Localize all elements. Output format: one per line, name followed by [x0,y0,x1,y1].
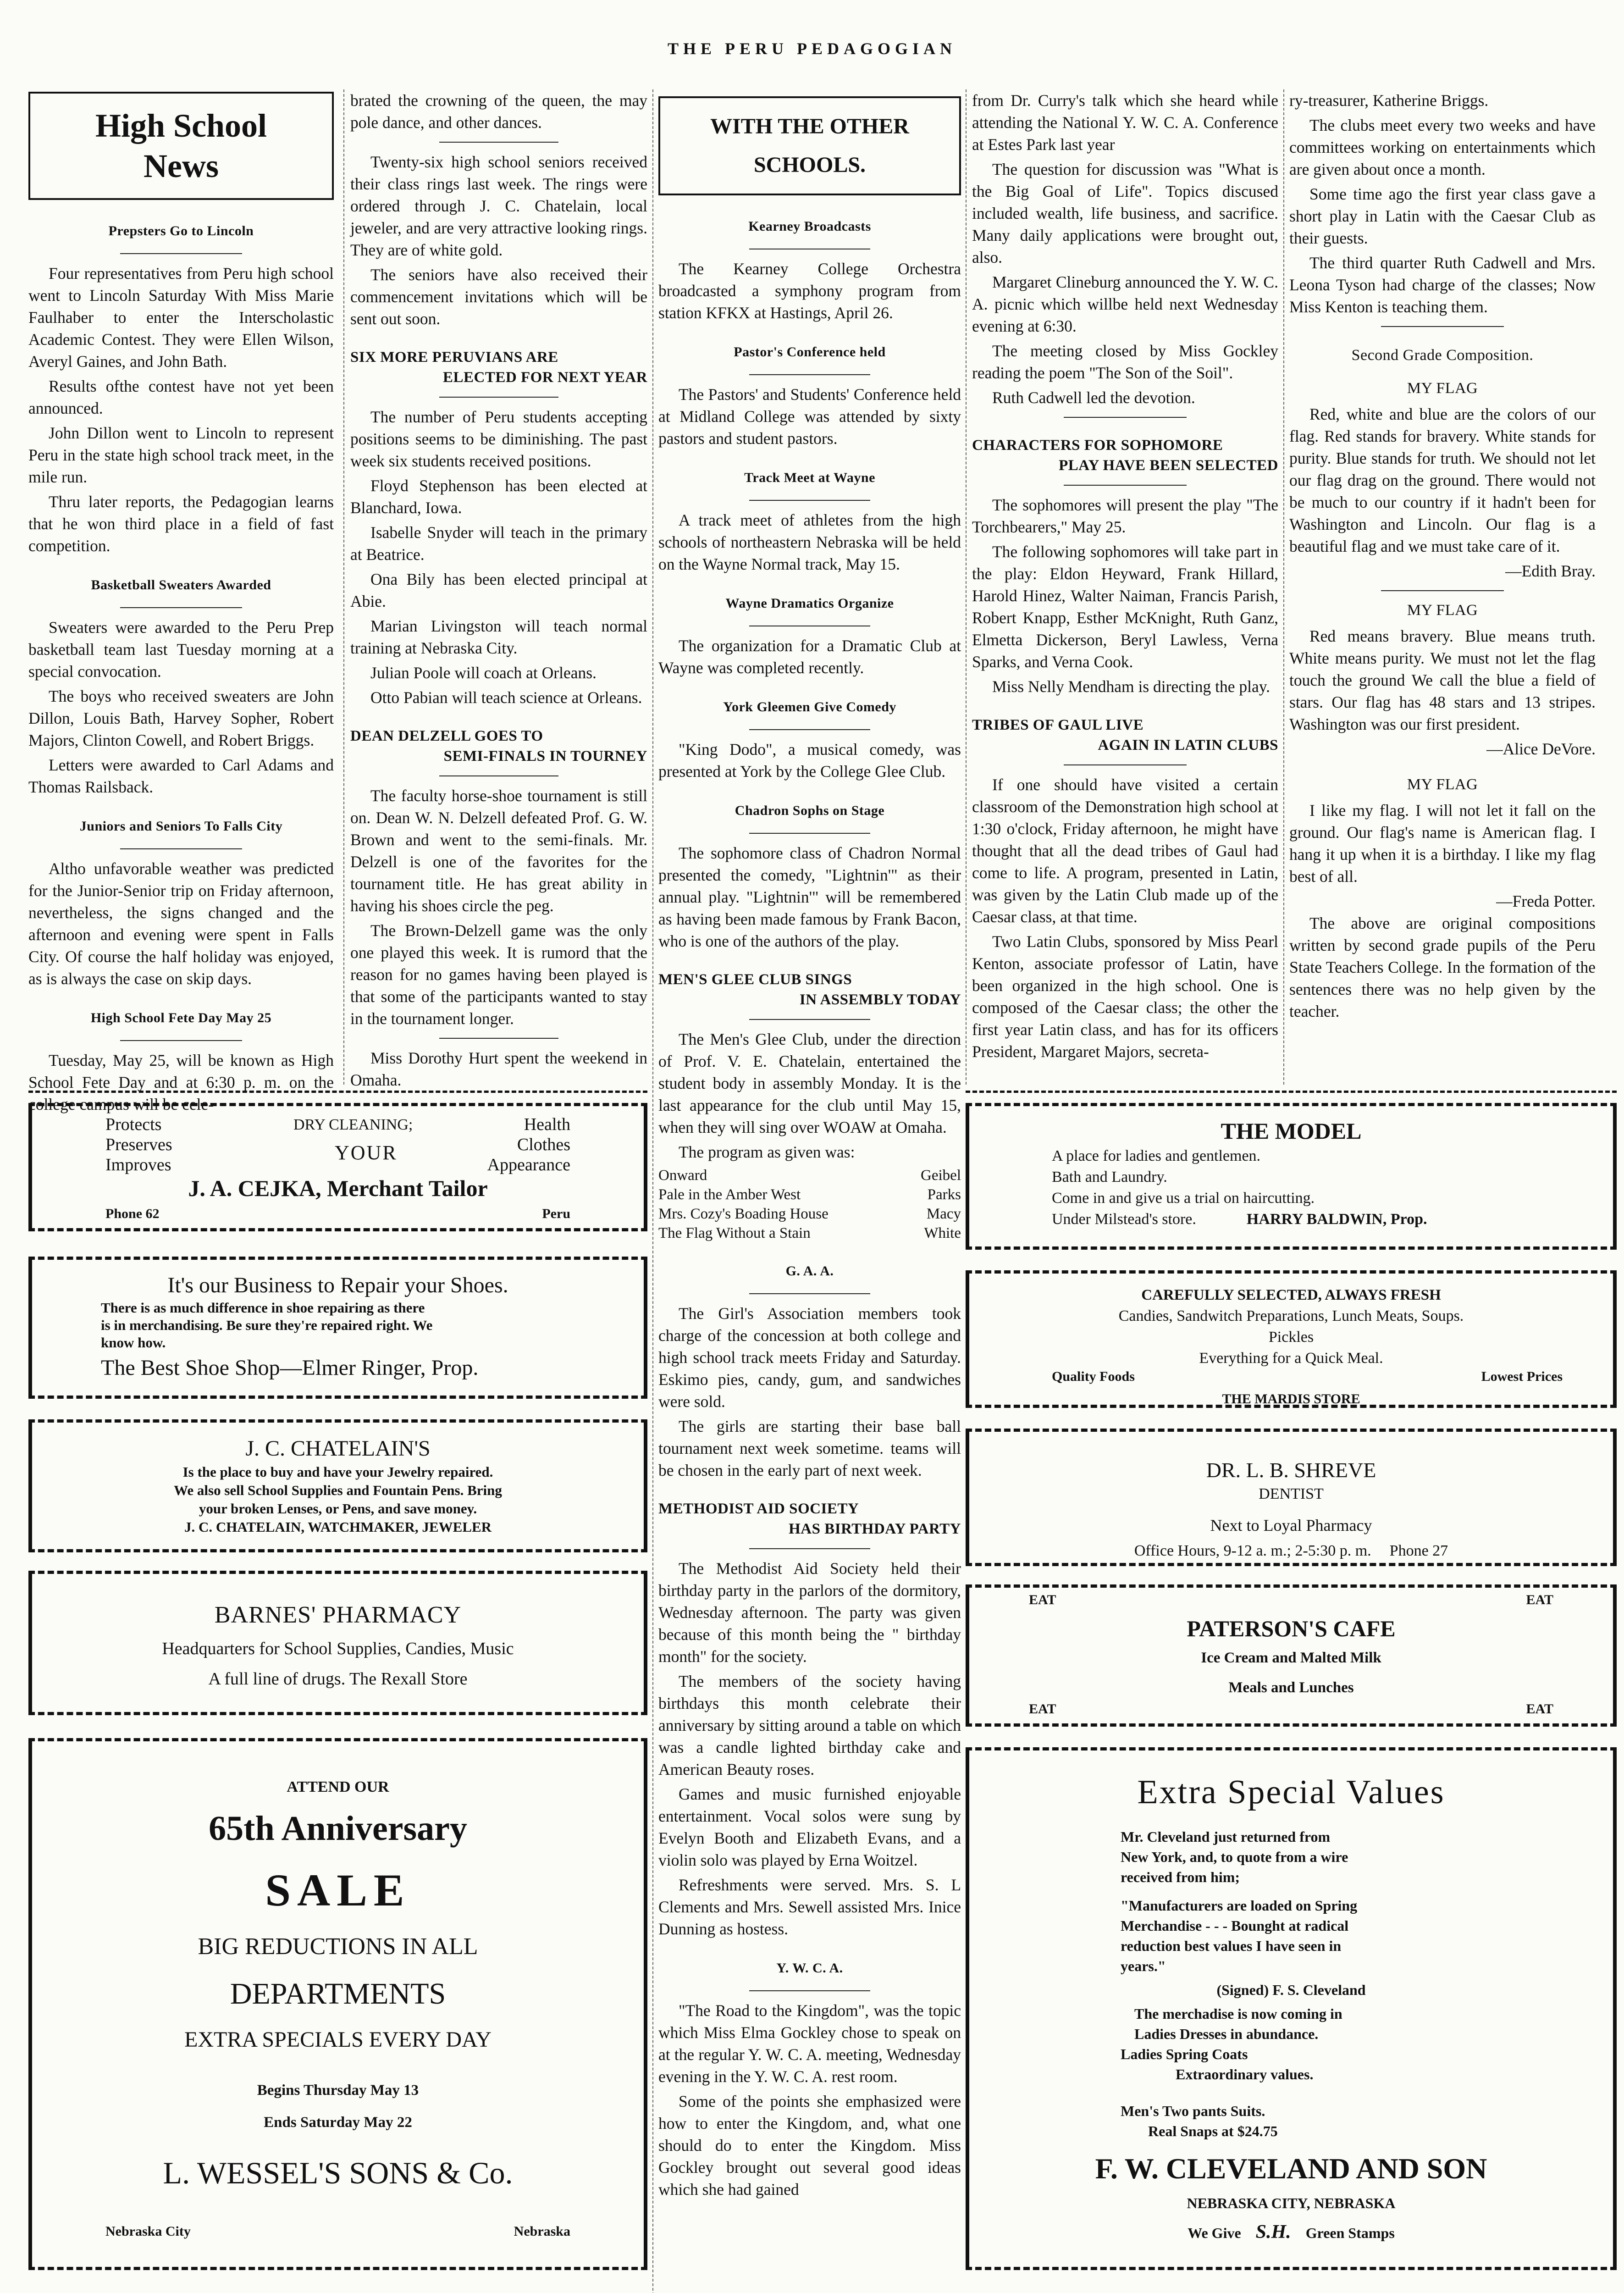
ad-title: THE MARDIS STORE [1222,1391,1360,1407]
ad-text: Extraordinary values. [1176,2066,1314,2083]
program-title: Onward [658,1167,707,1184]
column-4 [972,89,1278,1065]
headline-line: CHARACTERS FOR SOPHOMORE [972,437,1223,454]
divider [439,397,558,398]
ad-text: Green Stamps [1305,2225,1395,2241]
patersons-cafe-ad [966,1584,1617,1727]
program-composer: Parks [927,1186,961,1203]
paragraph: Miss Nelly Mendham is directing the play. [992,677,1270,696]
column-rule [343,89,344,1085]
ad-text: Is the place to buy and have your Jewelry repaired. [182,1464,493,1480]
paragraph: The number of Peru students accepting positions seems to be diminishing. The past week six students received positions. [350,408,647,470]
program-composer: Macy [926,1206,961,1222]
paragraph: Marian Livingston will teach normal training at Nebraska City. [350,617,647,657]
paragraph: The third quarter Ruth Cadwell and Mrs. Leona Tyson had charge of the classes; Now Miss Kenton is teaching them. [1289,254,1596,316]
divider [120,253,242,254]
paragraph: The Kearney College Orchestra broadcasted a symphony program from station KFKX at Hastings, April 26. [658,260,961,322]
divider [120,607,242,608]
ad-text: Mr. Cleveland just returned from [1121,1828,1331,1845]
paragraph: brated the crowning of the queen, the may pole dance, and other dances. [350,91,647,132]
ad-text: (Signed) F. S. Cleveland [1216,1982,1366,1998]
ad-text: know how. [101,1335,166,1351]
ad-text: Everything for a Quick Meal. [1199,1350,1383,1367]
paragraph: Julian Poole will coach at Orleans. [370,664,597,682]
ad-text: Men's Two pants Suits. [1121,2103,1265,2119]
ad-text: Next to Loyal Pharmacy [1210,1516,1372,1534]
ad-text: EAT [1029,1592,1056,1607]
paragraph: John Dillon went to Lincoln to represent Peru in the state high school track meet, in the mile run. [28,424,334,486]
program-row [658,1166,961,1185]
paragraph: Otto Pabian will teach science at Orleans. [370,688,642,707]
paragraph: Thru later reports, the Pedagogian learns that he won third place in a field of fast competition. [28,493,334,555]
ad-text: EAT [1526,1592,1553,1607]
ad-text: New York, and, to quote from a wire [1121,1849,1348,1865]
ad-text: A place for ladies and gentlemen. [1052,1147,1261,1164]
ad-section-rule [966,1091,1617,1093]
headline-line: IN ASSEMBLY TODAY [799,991,961,1008]
ad-title: SALE [265,1865,411,1916]
ad-text: DENTIST [1259,1485,1324,1502]
headline: High School Fete Day May 25 [90,1010,272,1025]
ad-title: The Best Shoe Shop—Elmer Ringer, Prop. [101,1356,479,1380]
headline: Pastor's Conference held [734,344,886,360]
paragraph: Margaret Clineburg announced the Y. W. C. A. picnic which willbe held next Wednesday evening at 6:30. [972,273,1278,335]
the-model-ad [966,1103,1617,1250]
ad-text: There is as much difference in shoe repairing as there [101,1300,425,1316]
paragraph: The organization for a Dramatic Club at Wayne was completed recently. [658,637,961,677]
ad-text: J. C. CHATELAIN, WATCHMAKER, JEWELER [184,1519,492,1535]
signature: —Alice DeVore. [1486,740,1596,758]
paragraph: The faculty horse-shoe tournament is still on. Dean W. N. Delzell defeated Prof. G. W. Brown and went to the semi-finals. Mr. Delzell is one of the favorites for the tournament title. He has great ability in having his shoes circle the peg. [350,786,647,915]
ad-title: Extra Special Values [1137,1773,1445,1811]
program-composer: White [924,1225,961,1241]
headline: G. A. A. [785,1263,834,1279]
divider [1381,590,1503,591]
ad-text: Ladies Dresses in abundance. [1134,2026,1319,2042]
headline-line: DEAN DELZELL GOES TO [350,728,543,744]
paragraph: The following sophomores will take part in the play: Eldon Heyward, Frank Hillard, Harold Hinez, Walter Naiman, Francis Parish, Robert Knapp, Esther McKnight, Ruth Ganz, Elmetta Dickerson, Beryl Lawless, Verna Sparks, and Verna Cook. [972,543,1278,671]
paragraph: If one should have visited a certain classroom of the Demonstration high school at 1:30 o'clock, Friday afternoon, he might have thought that all the dead tribes of Gaul had come to life. A program, presented in Latin, was given by the Latin Club made up of the Caesar class, at that time. [972,775,1278,926]
ad-text: A full line of drugs. The Rexall Store [208,1669,468,1689]
paragraph: Ruth Cadwell led the devotion. [992,388,1195,407]
ad-text: DRY CLEANING; [293,1116,413,1133]
paragraph: ry-treasurer, Katherine Briggs. [1289,91,1489,110]
high-school-news-box [28,92,334,200]
divider [439,142,558,143]
ad-text: reduction best values I have seen in [1121,1938,1342,1954]
wessel-sale-ad [28,1738,647,2270]
ad-text: Improves [105,1155,171,1174]
headline-line: SIX MORE PERUVIANS ARE [350,349,558,366]
program-composer: Geibel [921,1167,961,1184]
dr-shreve-ad [966,1429,1617,1566]
ad-title: DR. L. B. SHREVE [1206,1458,1376,1482]
divider [749,1548,870,1549]
ad-text: Merchandise - - - Bounght at radical [1121,1917,1349,1934]
paragraph: Sweaters were awarded to the Peru Prep basketball team last Tuesday morning at a special convocation. [28,618,334,681]
column-2 [350,89,647,1094]
paragraph: Red, white and blue are the colors of our flag. Red stands for bravery. White stands for purity. Blue stands for truth. We should not let our flag drag on the ground. There would not be much to our country if it hadn't been for Washington and Lincoln. Our flag is a beautiful flag and we must take care of it. [1289,405,1596,555]
ad-text: Come in and give us a trial on haircutting. [1052,1190,1315,1207]
ad-text: We also sell School Supplies and Fountain Pens. Bring [174,1482,502,1498]
divider [749,833,870,834]
cejka-ad [28,1103,647,1231]
paragraph: Floyd Stephenson has been elected at Blanchard, Iowa. [350,476,647,517]
ad-text: Begins Thursday May 13 [257,2082,419,2099]
ad-text: YOUR [335,1141,398,1164]
headline: Y. W. C. A. [776,1961,843,1976]
masthead: THE PERU PEDAGOGIAN [667,39,957,58]
divider [749,1990,870,1991]
program-row [658,1224,961,1243]
ad-text: Ends Saturday May 22 [264,2114,412,2131]
ad-text: Clothes [517,1135,570,1154]
divider [749,1019,870,1020]
ad-text: is in merchandising. Be sure they're repaired right. We [101,1317,433,1333]
headline [350,726,647,766]
ad-text: BIG REDUCTIONS IN ALL [198,1933,478,1960]
headline-line: PLAY HAVE BEEN SELECTED [1059,457,1278,474]
divider [749,500,870,501]
divider [439,775,558,776]
headline: Kearney Broadcasts [748,219,871,234]
column-3 [658,96,961,2203]
headline-line: MEN'S GLEE CLUB SINGS [658,971,852,988]
headline-line: TRIBES OF GAUL LIVE [972,717,1144,733]
ad-text: EXTRA SPECIALS EVERY DAY [184,2027,492,2052]
ad-text: HARRY BALDWIN, Prop. [1246,1211,1427,1228]
paragraph: Red means bravery. Blue means truth. White means purity. We must not let the flag touch the ground We call the blue a field of stars. Our flag has 48 stars and 13 stripes. Washington was our first president. [1289,627,1596,733]
ad-text: Lowest Prices [1481,1369,1563,1384]
paragraph: "The Road to the Kingdom", was the topic which Miss Elma Gockley chose to speak on at the regular Y. W. C. A. meeting, Wednesday evening in the Y. W. C. A. rest room. [658,2001,961,2086]
ad-text: Bath and Laundry. [1052,1169,1167,1185]
cleveland-ad [966,1747,1617,2270]
ad-title: 65th Anniversary [209,1809,467,1848]
divider [1381,326,1503,327]
headline-line: AGAIN IN LATIN CLUBS [1098,737,1278,753]
ad-text: Office Hours, 9-12 a. m.; 2-5:30 p. m. [1134,1542,1371,1559]
divider [1064,417,1186,418]
ad-text: Ice Cream and Malted Milk [1201,1650,1381,1666]
paragraph: Some of the points she emphasized were how to enter the Kingdom, and, what one should do to enter the Kingdom. Miss Gockley brought out several good ideas which she had gained [658,2092,961,2199]
ad-text: Appearance [487,1155,570,1174]
ad-text: Peru [542,1206,570,1221]
headline [658,969,961,1010]
other-schools-box [658,96,961,195]
ad-text: EAT [1526,1701,1553,1717]
ad-text: Headquarters for School Supplies, Candies, Music [162,1639,514,1658]
paragraph: "King Dodo", a musical comedy, was presented at York by the College Glee Club. [658,740,961,781]
ad-text: years." [1121,1958,1166,1974]
ad-text: Candies, Sandwitch Preparations, Lunch Meats, Soups. [1118,1307,1464,1324]
paragraph: Tuesday, May 25, will be known as High School Fete Day and at 6:30 p. m. on the college campus will be cele- [28,1051,334,1113]
paragraph: Letters were awarded to Carl Adams and Thomas Railsback. [28,756,334,796]
paragraph: Altho unfavorable weather was predicted for the Junior-Senior trip on Friday afternoon, nevertheless, the signs changed and the afternoon and evening were spent in Falls City. Of course the half holiday was enjoyed, as is always the case on skip days. [28,859,334,988]
column-1 [28,92,334,1118]
paragraph: The Girl's Association members took charge of the concession at both college and high school track meets Friday and Saturday. Eskimo pies, candy, gum, and sandwiches were sold. [658,1304,961,1411]
headline: York Gleemen Give Comedy [723,699,896,714]
ad-text: The merchadise is now coming in [1134,2005,1342,2022]
chatelain-ad [28,1419,647,1552]
ad-title: THE MODEL [1221,1118,1362,1144]
paragraph: Twenty-six high school seniors received their class rings last week. The rings were ordered through J. C. Chatelain, local jeweler, and are very attractive looking rings. They are of white gold. [350,153,647,259]
divider [439,1038,558,1039]
ad-title: BARNES' PHARMACY [214,1602,462,1628]
headline: Second Grade Composition. [1351,347,1534,364]
paragraph: Isabelle Snyder will teach in the primary at Beatrice. [350,523,647,564]
box-title-line: High School [95,107,267,144]
ad-text: ATTEND OUR [287,1778,389,1795]
headline: Juniors and Seniors To Falls City [79,819,283,834]
ad-text: Quality Foods [1052,1369,1135,1384]
paragraph: The above are original compositions written by second grade pupils of the Peru State Teachers College. In the formation of the sentences there was no help given by the teacher. [1289,914,1596,1020]
headline-line: SEMI-FINALS IN TOURNEY [443,748,647,764]
ad-text: Protects [105,1115,162,1134]
paragraph: The members of the society having birthdays this month celebrate their anniversary by sitting around a table on which was a candle lighted birthday cake and American Beauty roses. [658,1672,961,1778]
ad-text: EAT [1029,1701,1056,1717]
paragraph: Two Latin Clubs, sponsored by Miss Pearl Kenton, associate professor of Latin, have been organized in the high school. One is composed of the Caesar class; the other the first year Latin class, and has for its officers President, Margaret Majors, secreta- [972,932,1278,1061]
paragraph: The question for discussion was "What is the Big Goal of Life". Topics discused included wealth, life business, and sacrifice. Many daily applications were brought out, also. [972,160,1278,266]
program-title: Pale in the Amber West [658,1186,801,1203]
signature: —Edith Bray. [1505,562,1596,580]
divider [749,1293,870,1294]
paragraph: The girls are starting their base ball tournament next week sometime. teams will be chosen in the early part of next week. [658,1417,961,1479]
headline: MY FLAG [1407,776,1478,793]
column-5 [1289,89,1596,1025]
headline: Chadron Sophs on Stage [735,803,885,818]
paragraph: Miss Dorothy Hurt spent the weekend in Omaha. [350,1049,647,1089]
program-title: Mrs. Cozy's Boading House [658,1206,829,1222]
shoe-shop-ad [28,1257,647,1399]
divider [1064,764,1186,765]
headline-line: METHODIST AID SOCIETY [658,1501,859,1517]
ad-title: J. A. CEJKA, Merchant Tailor [188,1175,488,1201]
paragraph: Four representatives from Peru high school went to Lincoln Saturday With Miss Marie Faulhaber to enter the Interscholastic Academic Contest. They were Ellen Wilson, Averyl Gaines, and John Bath. [28,264,334,371]
column-rule [966,89,967,1085]
paragraph: The sophomore class of Chadron Normal presented the comedy, "Lightnin'" as their annual play. "Lightnin'" will be remembered as having been made famous by Frank Bacon, who is one of the authors of the play. [658,844,961,950]
headline: Track Meet at Wayne [744,470,875,485]
ad-text: We Give [1188,2225,1241,2241]
ad-title: PATERSON'S CAFE [1187,1616,1396,1641]
headline [658,1499,961,1539]
divider [749,374,870,375]
headline [972,435,1278,476]
paragraph: The boys who received sweaters are John Dillon, Louis Bath, Harvey Sopher, Robert Majors, Clinton Cowell, and Robert Briggs. [28,687,334,749]
box-title-line: News [144,148,219,184]
ad-text: "Manufacturers are loaded on Spring [1121,1897,1358,1914]
paragraph: Refreshments were served. Mrs. S. L Clements and Mrs. Sewell assisted Mrs. Inice Dunning as hostess. [658,1876,961,1938]
paragraph: Ona Bily has been elected principal at Abie. [350,570,647,610]
ad-text: received from him; [1121,1869,1240,1885]
green-stamps-logo: S.H. [1255,2221,1291,2243]
ad-title: L. WESSEL'S SONS & Co. [163,2155,513,2190]
paragraph: The clubs meet every two weeks and have committees working on entertainments which are given about once a month. [1289,116,1596,178]
ad-text: Nebraska City [105,2224,191,2239]
ad-title: It's our Business to Repair your Shoes. [167,1273,508,1297]
ad-text: Phone 27 [1389,1542,1448,1559]
ad-text: Under Milstead's store. [1052,1211,1196,1228]
ad-text: Preserves [105,1135,172,1154]
column-rule [652,89,653,2293]
headline [972,715,1278,755]
paragraph: The sophomores will present the play "The Torchbearers," May 25. [972,496,1278,536]
ad-text: your broken Lenses, or Pens, and save money. [199,1501,477,1517]
ad-text: Pickles [1268,1329,1314,1346]
ad-text: Meals and Lunches [1228,1679,1354,1696]
ad-title: J. C. CHATELAIN'S [245,1436,431,1461]
divider [749,729,870,730]
program-row [658,1204,961,1224]
ad-title: CAREFULLY SELECTED, ALWAYS FRESH [1141,1287,1441,1303]
paragraph: The Pastors' and Students' Conference held at Midland College was attended by sixty pastors and student pastors. [658,385,961,448]
program-row [658,1185,961,1204]
headline: MY FLAG [1407,602,1478,619]
headline-line: ELECTED FOR NEXT YEAR [443,369,647,386]
ad-text: Nebraska [514,2224,570,2239]
barnes-pharmacy-ad [28,1571,647,1715]
paragraph: The Methodist Aid Society held their birthday party in the parlors of the dormitory, Wednesday afternoon. The party was given because of this month being the " birthday month" for the society. [658,1559,961,1666]
paragraph: The Men's Glee Club, under the direction of Prof. V. E. Chatelain, entertained the student body in assembly Monday. It is the last appearance for the club until May 15, when they will sing over WOAW at Omaha. [658,1030,961,1136]
program-title: The Flag Without a Stain [658,1225,811,1241]
paragraph: The program as given was: [679,1143,855,1161]
paragraph: The Brown-Delzell game was the only one played this week. It is rumord that the reason for no games having been played is that some of the participants wanted to stay in the tournament longer. [350,921,647,1028]
divider [1064,485,1186,486]
paragraph: A track meet of athletes from the high schools of northeastern Nebraska will be held on the Wayne Normal track, May 15. [658,511,961,573]
ad-text: Health [524,1115,570,1134]
ad-title: DEPARTMENTS [230,1977,446,2011]
ad-section-rule [28,1091,647,1093]
ad-text: Real Snaps at $24.75 [1148,2123,1278,2139]
paragraph: I like my flag. I will not let it fall on the ground. Our flag's name is American flag. I hang it up when it is a birthday. I like my flag best of all. [1289,801,1596,886]
headline: Basketball Sweaters Awarded [91,577,271,593]
headline: MY FLAG [1407,380,1478,397]
headline-line: HAS BIRTHDAY PARTY [789,1521,961,1537]
headline: Wayne Dramatics Organize [725,596,894,611]
divider [120,1040,242,1041]
column-rule [1283,89,1284,1085]
paragraph: Some time ago the first year class gave a short play in Latin with the Caesar Club as their guests. [1289,185,1596,247]
paragraph: Games and music furnished enjoyable entertainment. Vocal solos were sung by Evelyn Booth and Elizabeth Evans, and a violin solo was played by Erna Woitzel. [658,1785,961,1869]
box-title-line: SCHOOLS. [753,153,866,177]
paragraph: Results ofthe contest have not yet been announced. [28,377,334,417]
paragraph: The meeting closed by Miss Gockley reading the poem "The Son of the Soil". [972,342,1278,382]
ad-text: Phone 62 [105,1206,160,1221]
ad-text: Ladies Spring Coats [1121,2046,1248,2062]
signature: —Freda Potter. [1496,892,1596,910]
divider [120,848,242,849]
headline: Prepsters Go to Lincoln [108,223,254,238]
box-title-line: WITH THE OTHER [710,114,909,138]
mardis-store-ad [966,1270,1617,1408]
headline [350,347,647,388]
ad-title: F. W. CLEVELAND AND SON [1095,2152,1487,2185]
paragraph: from Dr. Curry's talk which she heard while attending the National Y. W. C. A. Conference at Estes Park last year [972,91,1278,154]
ad-text: NEBRASKA CITY, NEBRASKA [1187,2195,1396,2211]
paragraph: The seniors have also received their commencement invitations which will be sent out soon. [350,266,647,328]
